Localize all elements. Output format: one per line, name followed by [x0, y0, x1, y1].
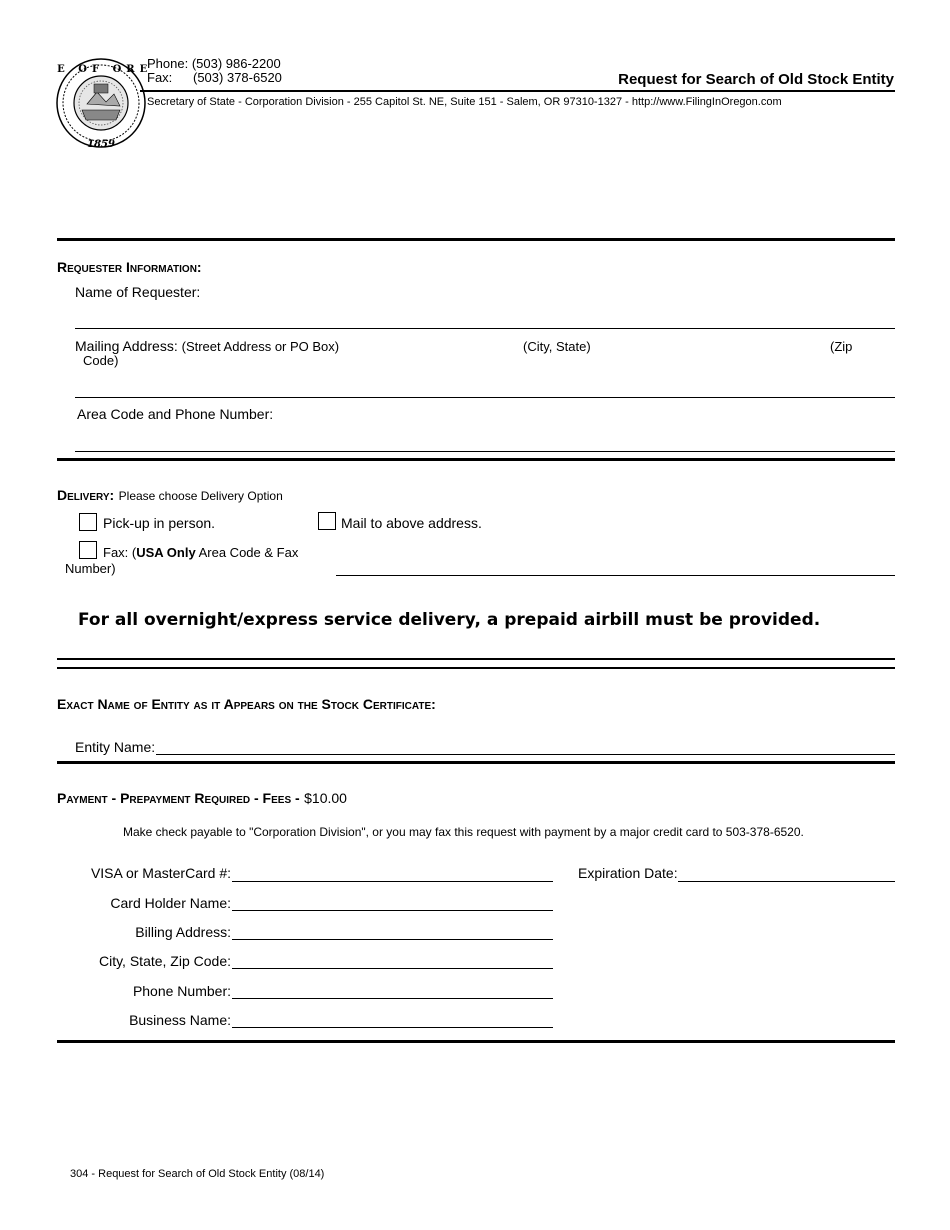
fax-usa-only: USA Only — [136, 545, 196, 560]
section-divider-top — [57, 238, 895, 241]
zip-code-wrap: Code) — [83, 353, 119, 368]
header-rule — [140, 90, 895, 92]
fax-option-label — [103, 545, 298, 560]
seal-year: 1859 — [87, 139, 115, 150]
entity-name-input[interactable] — [156, 738, 895, 755]
fax-suffix: Area Code & Fax — [195, 545, 299, 560]
fax-line — [147, 70, 282, 85]
requester-name-input[interactable] — [75, 312, 895, 329]
agency-line: Secretary of State - Corporation Division - 255 Capitol St. NE, Suite 151 - Salem, OR 97310-1327 - http://www.FilingInOregon.com — [147, 96, 782, 108]
phone-line — [147, 56, 281, 71]
delivery-heading-line — [57, 487, 283, 505]
requester-heading: Requester Information: — [57, 259, 202, 275]
seal-top-text: E OF OR — [57, 64, 140, 75]
payment-heading: Payment - Prepayment Required - Fees - — [57, 790, 300, 806]
billing-address-label: Billing Address: — [135, 924, 231, 940]
expiration-input[interactable] — [678, 865, 895, 882]
mailing-label: Mailing Address: — [75, 338, 178, 354]
section-divider-payment — [57, 1040, 895, 1043]
pickup-checkbox[interactable] — [79, 513, 97, 531]
section-divider-entity — [57, 761, 895, 764]
payment-instructions: Make check payable to "Corporation Division", or you may fax this request with payment by a major credit card to 503-378-6520. — [123, 825, 804, 839]
card-holder-label: Card Holder Name: — [110, 895, 231, 911]
business-name-label: Business Name: — [129, 1012, 231, 1028]
entity-heading: Exact Name of Entity as it Appears on the Stock Certificate: — [57, 696, 436, 712]
fax-checkbox[interactable] — [79, 541, 97, 559]
card-holder-input[interactable] — [232, 894, 553, 911]
city-state-label: (City, State) — [523, 339, 591, 354]
overnight-notice: For all overnight/express service delivery, a prepaid airbill must be provided. — [78, 610, 821, 630]
double-rule-top — [57, 658, 895, 660]
expiration-label: Expiration Date: — [578, 865, 678, 881]
mailing-hint: (Street Address or PO Box) — [181, 339, 340, 354]
fax-prefix: Fax: ( — [103, 545, 137, 560]
form-title: Request for Search of Old Stock Entity — [618, 71, 894, 88]
payment-fee: $10.00 — [304, 790, 347, 806]
delivery-subheading: Please choose Delivery Option — [118, 489, 283, 503]
phone-label: Phone: — [147, 56, 189, 71]
delivery-heading: Delivery: — [57, 487, 115, 503]
card-number-input[interactable] — [232, 865, 553, 882]
state-seal-logo — [54, 58, 148, 152]
pickup-label: Pick-up in person. — [103, 515, 216, 531]
mail-label: Mail to above address. — [341, 515, 482, 531]
mail-checkbox[interactable] — [318, 512, 336, 530]
mailing-address-input[interactable] — [75, 381, 895, 398]
phone-number-label: Area Code and Phone Number: — [77, 406, 274, 422]
fax-number: (503) 378-6520 — [193, 70, 282, 85]
zip-label: (Zip — [830, 339, 853, 354]
city-state-zip-label: City, State, Zip Code: — [98, 953, 231, 969]
entity-name-label: Entity Name: — [75, 739, 156, 755]
section-divider-requester — [57, 458, 895, 461]
payment-heading-line — [57, 790, 347, 808]
double-rule-bottom — [57, 667, 895, 669]
payment-phone-label: Phone Number: — [132, 983, 231, 999]
requester-phone-input[interactable] — [75, 435, 895, 452]
footer-form-id: 304 - Request for Search of Old Stock Entity (08/14) — [70, 1168, 325, 1180]
fax-label: Fax: — [147, 70, 173, 85]
payment-phone-input[interactable] — [232, 982, 553, 999]
business-name-input[interactable] — [232, 1011, 553, 1028]
city-state-zip-input[interactable] — [232, 952, 553, 969]
fax-number-input[interactable] — [336, 559, 895, 576]
card-number-label: VISA or MasterCard #: — [90, 865, 231, 881]
mailing-address-label — [75, 338, 339, 354]
fax-option-label-line2: Number) — [65, 561, 116, 576]
phone-number: (503) 986-2200 — [191, 56, 281, 71]
billing-address-input[interactable] — [232, 923, 553, 940]
requester-name-label: Name of Requester: — [75, 284, 201, 300]
